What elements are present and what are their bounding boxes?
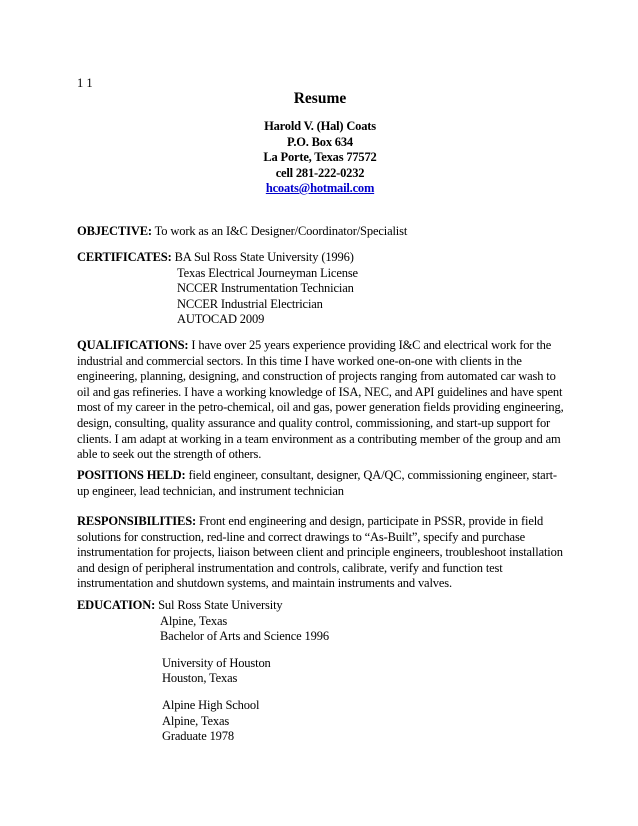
objective-label: OBJECTIVE:	[77, 224, 152, 238]
objective-section	[77, 224, 567, 240]
education-degree: Bachelor of Arts and Science 1996	[160, 629, 329, 643]
education-section	[77, 598, 567, 614]
certificate-item: BA Sul Ross State University (1996)	[174, 250, 354, 264]
certificates-label: CERTIFICATES:	[77, 250, 172, 264]
resume-title: Resume	[293, 90, 347, 107]
certificates-section	[77, 250, 567, 266]
education-location: Alpine, Texas	[162, 714, 230, 728]
qualifications-text: I have over 25 years experience providing I&C and electrical work for the industrial and commercial sectors. In this time I have worked one-on-one with clients in the engineering, planning, designing, and construction of projects ranging from automated car wash to oil and gas refineries. I have a working knowledge of ISA, NEC, and API guidelines and have spent most of my career in the petro-chemical, oil and gas, power generation fields providing engineering, design, consulting, quality assurance and quality control, commissioning, and start-up support for clients. I am adapt at working in a team environment as a contributing member of the group and am able to seek out the strength of others.	[77, 338, 564, 462]
page-numbers: 1 1	[77, 76, 93, 90]
education-degree: Graduate 1978	[162, 729, 234, 743]
certificate-item: NCCER Industrial Electrician	[177, 297, 323, 311]
responsibilities-label: RESPONSIBILITIES:	[77, 514, 197, 528]
education-school: Sul Ross State University	[158, 598, 283, 612]
certificate-item: NCCER Instrumentation Technician	[177, 281, 354, 295]
certificate-item: AUTOCAD 2009	[177, 312, 265, 326]
applicant-name: Harold V. (Hal) Coats	[264, 119, 376, 133]
cell-phone: cell 281-222-0232	[275, 165, 365, 180]
objective-text: To work as an I&C Designer/Coordinator/Specialist	[151, 224, 408, 238]
email-link[interactable]: hcoats@hotmail.com	[265, 181, 375, 195]
qualifications-section	[77, 338, 567, 463]
po-box: P.O. Box 634	[287, 134, 353, 149]
qualifications-label: QUALIFICATIONS:	[77, 338, 189, 352]
education-school: Alpine High School	[162, 698, 260, 712]
positions-label: POSITIONS HELD:	[77, 468, 186, 482]
positions-section	[77, 468, 567, 499]
positions-text: field engineer, consultant, designer, QA/QC, commissioning engineer, start-up engineer, lead technician, and instrument technician	[77, 468, 557, 498]
education-label: EDUCATION:	[77, 598, 156, 612]
city-state-zip: La Porte, Texas 77572	[263, 150, 377, 164]
resume-header	[230, 90, 410, 197]
education-school: University of Houston	[162, 656, 271, 670]
education-location: Alpine, Texas	[160, 614, 228, 628]
education-location: Houston, Texas	[162, 671, 238, 685]
responsibilities-text: Front end engineering and design, participate in PSSR, provide in field solutions for construction, red-line and correct drawings to “As-Built”, specify and purchase instrumentation for projects, liaison between client and principle engineers, troubleshoot installation and design of peripheral instrumentation and controls, calibrate, verify and function test instrumentation and shutdown systems, and maintain instruments and valves.	[77, 514, 563, 591]
responsibilities-section	[77, 514, 567, 592]
certificate-item: Texas Electrical Journeyman License	[177, 266, 358, 280]
